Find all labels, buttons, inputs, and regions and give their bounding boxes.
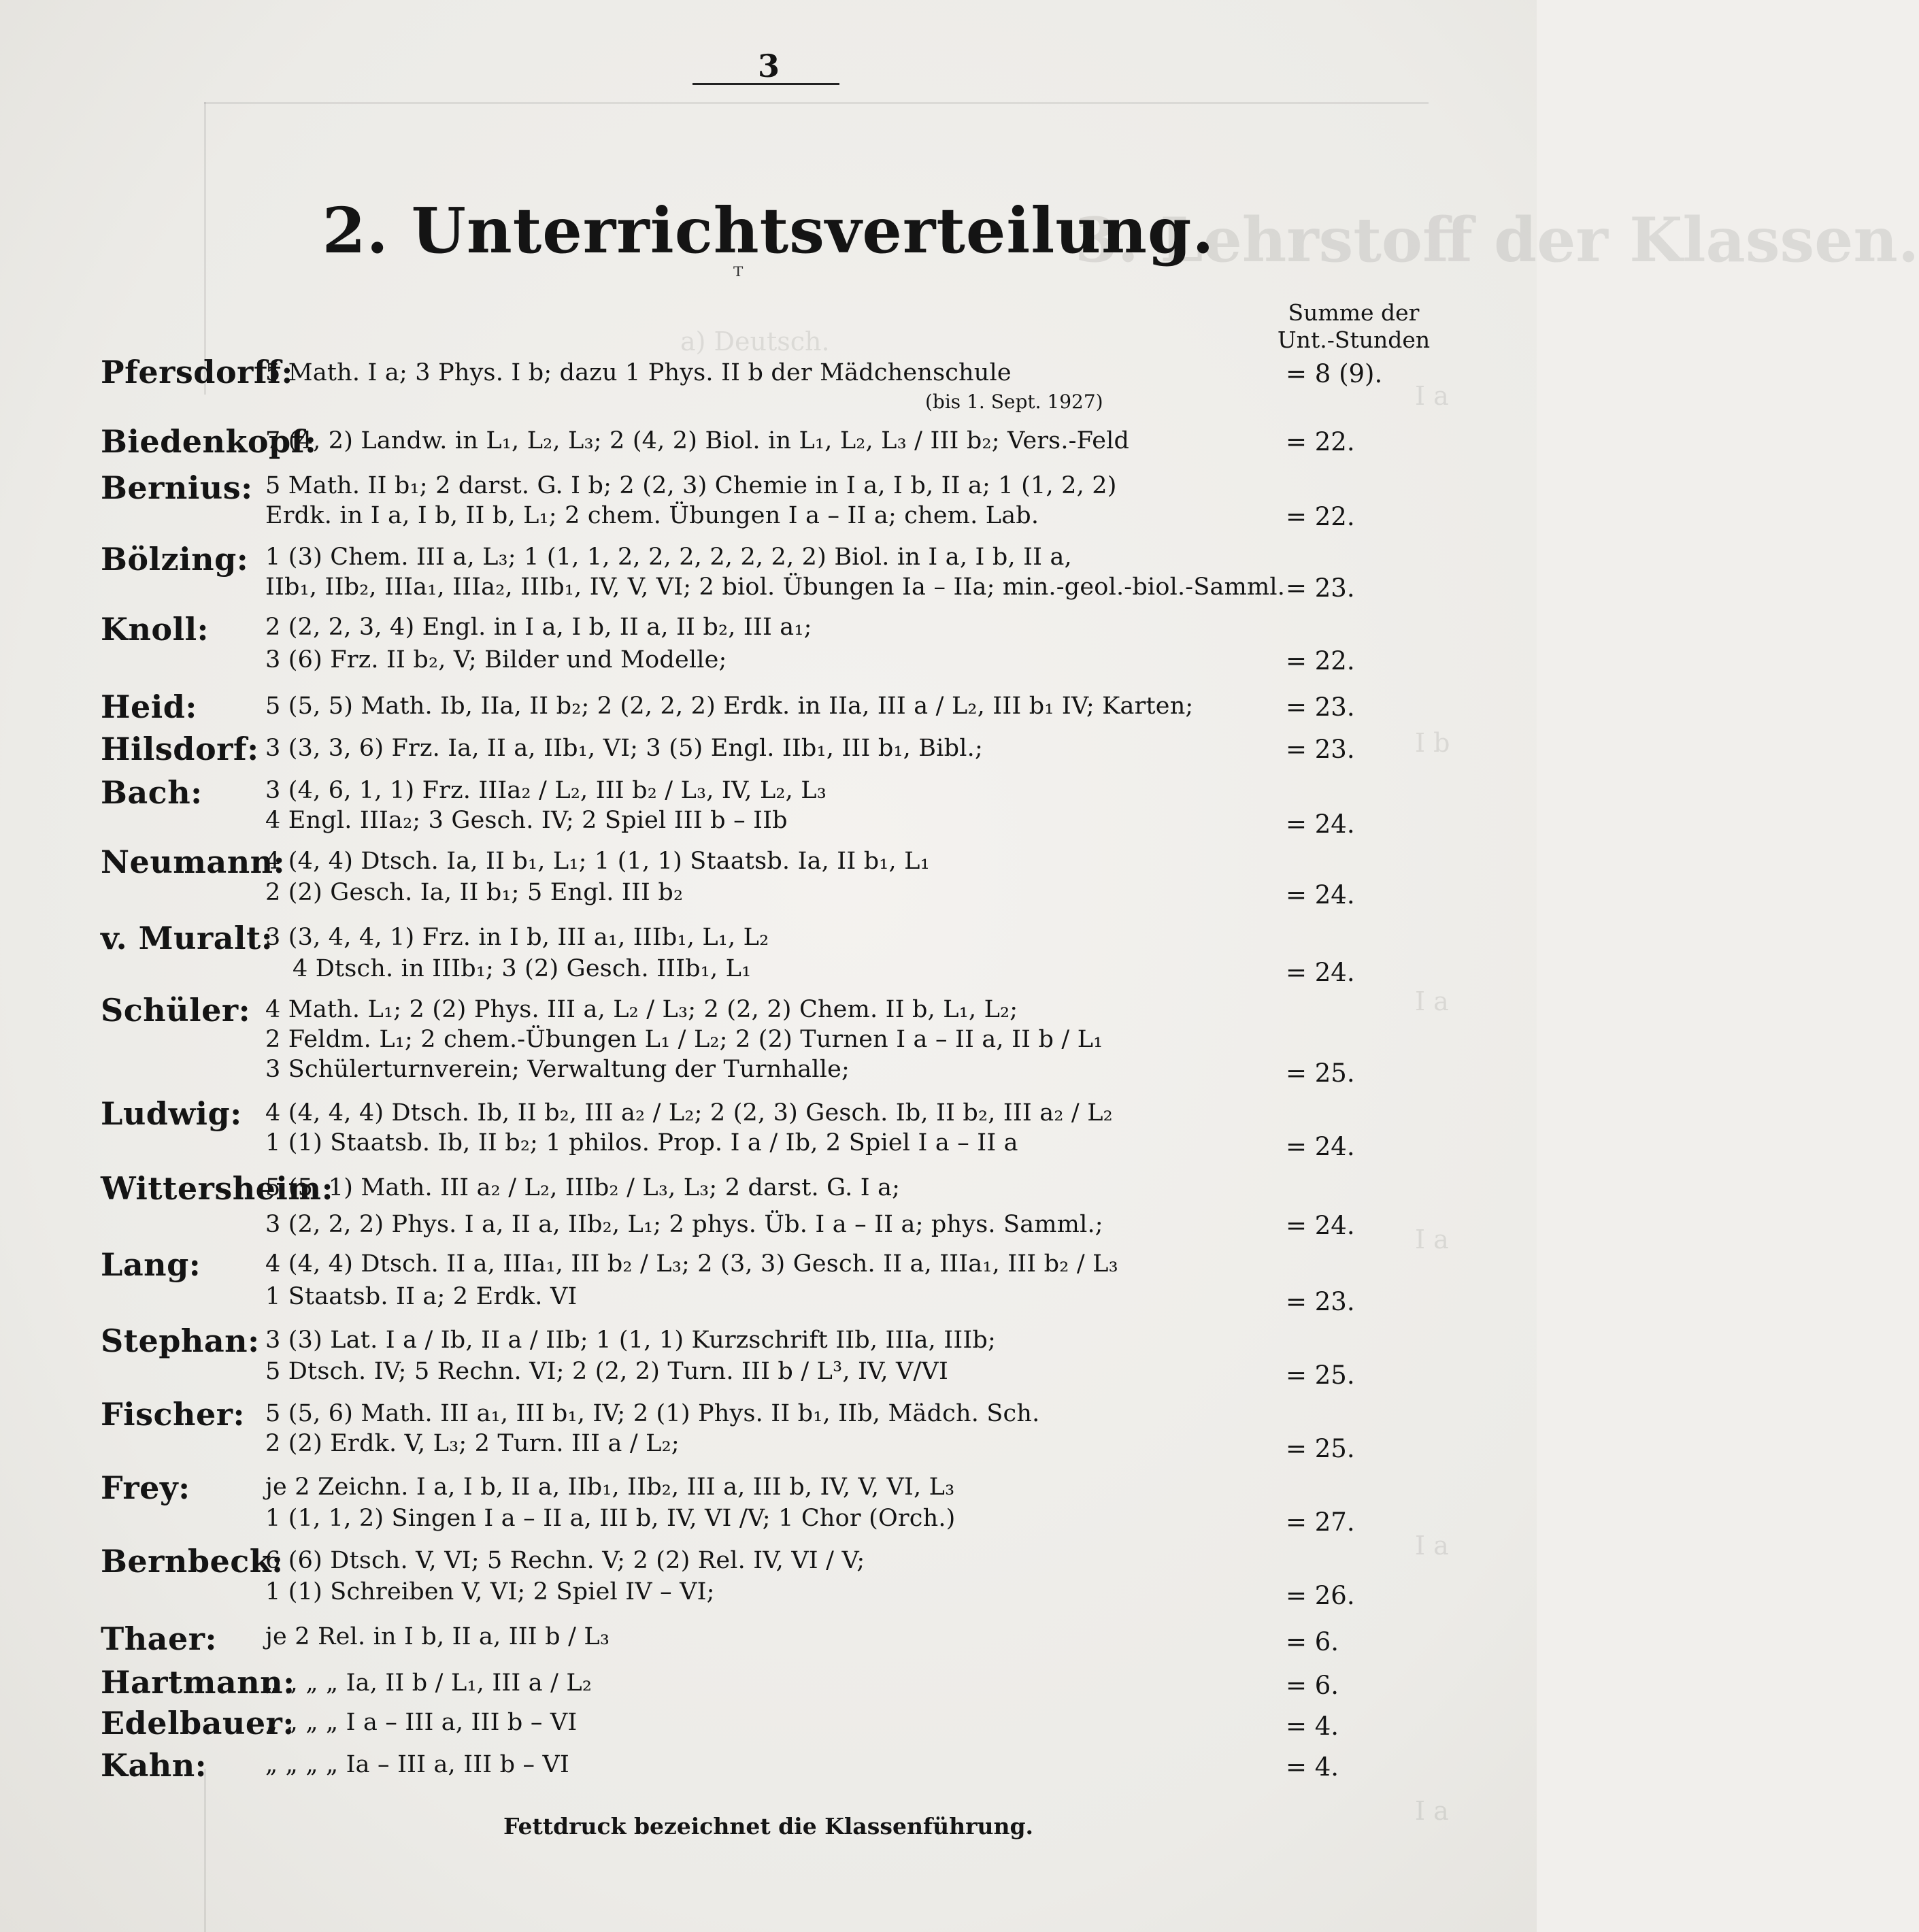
page-number-rule: [692, 83, 839, 85]
assignment-line: 2 (2) Erdk. V, L₃; 2 Turn. III a / L₂;: [265, 1430, 680, 1457]
hours-total: = 24.: [1286, 958, 1355, 987]
teacher-name: Hilsdorf:: [101, 731, 259, 767]
assignment-line: 3 (3, 4, 4, 1) Frz. in I b, III a₁, IIIb₁, L₁, L₂: [265, 924, 769, 951]
teacher-name: Frey:: [101, 1469, 190, 1506]
assignment-line: 1 (3) Chem. III a, L₃; 1 (1, 1, 2, 2, 2, 2, 2, 2, 2) Biol. in I a, I b, II a,: [265, 544, 1072, 571]
assignment-line: „ „ „ „ I a – III a, III b – VI: [265, 1709, 578, 1736]
assignment-line: 3 (4, 6, 1, 1) Frz. IIIa₂ / L₂, III b₂ / L₃, IV, L₂, L₃: [265, 777, 827, 804]
title-ornament: ᵀ: [733, 263, 744, 290]
assignment-line: „ „ „ „ Ia – III a, III b – VI: [265, 1751, 570, 1778]
assignment-line: 5 Math. I a; 3 Phys. I b; dazu 1 Phys. II b der Mädchenschule: [265, 359, 1012, 386]
assignment-line: je 2 Zeichn. I a, I b, II a, IIb₁, IIb₂, III a, III b, IV, V, VI, L₃: [265, 1473, 955, 1501]
column-heading-line: Unt.-Stunden: [1277, 327, 1431, 353]
hours-total: = 23.: [1286, 1287, 1355, 1316]
teacher-name: Fischer:: [101, 1396, 245, 1433]
teacher-name: Thaer:: [101, 1620, 217, 1657]
teacher-name: Kahn:: [101, 1747, 207, 1784]
teacher-name: Schüler:: [101, 992, 251, 1029]
teacher-name: Knoll:: [101, 611, 210, 648]
column-heading: [1272, 299, 1435, 354]
page-number: 3: [757, 48, 780, 84]
assignment-line: 7 (4, 2) Landw. in L₁, L₂, L₃; 2 (4, 2) Biol. in L₁, L₂, L₃ / III b₂; Vers.-Feld: [265, 427, 1130, 454]
section-title: 2. Unterrichtsverteilung.: [322, 194, 1215, 267]
hours-total: = 24.: [1286, 880, 1355, 910]
assignment-line: 1 (1, 1, 2) Singen I a – II a, III b, IV, VI /V; 1 Chor (Orch.): [265, 1505, 956, 1532]
teacher-name: Bernbeck:: [101, 1543, 284, 1580]
hours-total: = 26.: [1286, 1581, 1355, 1610]
assignment-line: „ „ „ „ Ia, II b / L₁, III a / L₂: [265, 1669, 593, 1697]
assignment-line: 4 Engl. IIIa₂; 3 Gesch. IV; 2 Spiel III b – IIb: [265, 807, 788, 834]
teacher-name: Bernius:: [101, 469, 253, 506]
bleed-through-text: I b: [1415, 728, 1450, 758]
assignment-line: 3 Schülerturnverein; Verwaltung der Turnhalle;: [265, 1056, 850, 1083]
teacher-name: Hartmann:: [101, 1664, 295, 1701]
assignment-line: 2 (2, 2, 3, 4) Engl. in I a, I b, II a, II b₂, III a₁;: [265, 614, 812, 641]
assignment-line: 5 (5, 6) Math. III a₁, III b₁, IV; 2 (1) Phys. II b₁, IIb, Mädch. Sch.: [265, 1400, 1040, 1427]
teacher-name: Ludwig:: [101, 1095, 242, 1132]
hours-total: = 25.: [1286, 1361, 1355, 1390]
hours-total: = 24.: [1286, 810, 1355, 839]
teacher-name: Neumann:: [101, 844, 286, 880]
bleed-through-text: I a: [1415, 381, 1449, 411]
assignment-line: 2 Feldm. L₁; 2 chem.-Übungen L₁ / L₂; 2 (2) Turnen I a – II a, II b / L₁: [265, 1026, 1103, 1053]
teacher-name: Wittersheim:: [101, 1170, 334, 1207]
assignment-line: Erdk. in I a, I b, II b, L₁; 2 chem. Übungen I a – II a; chem. Lab.: [265, 502, 1039, 529]
assignment-line: 1 (1) Staatsb. Ib, II b₂; 1 philos. Prop. I a / Ib, 2 Spiel I a – II a: [265, 1129, 1018, 1156]
assignment-line: 3 (3) Lat. I a / Ib, II a / IIb; 1 (1, 1) Kurzschrift IIb, IIIa, IIIb;: [265, 1327, 996, 1354]
hours-total: = 6.: [1286, 1627, 1339, 1656]
assignment-line: 4 (4, 4) Dtsch. II a, IIIa₁, III b₂ / L₃; 2 (3, 3) Gesch. II a, IIIa₁, III b₂ / L₃: [265, 1250, 1118, 1278]
hours-total: = 22.: [1286, 427, 1355, 456]
footnote: Fettdruck bezeichnet die Klassenführung.: [503, 1813, 1034, 1839]
hours-total: = 25.: [1286, 1434, 1355, 1463]
teacher-name: Bölzing:: [101, 541, 249, 578]
bleed-through-text: I a: [1415, 986, 1449, 1016]
assignment-line: je 2 Rel. in I b, II a, III b / L₃: [265, 1623, 610, 1650]
teacher-name: Lang:: [101, 1246, 201, 1283]
assignment-line: 2 (2) Gesch. Ia, II b₁; 5 Engl. III b₂: [265, 879, 684, 906]
assignment-line: 5 (5, 5) Math. Ib, IIa, II b₂; 2 (2, 2, 2) Erdk. in IIa, III a / L₂, III b₁ IV; Karten;: [265, 693, 1194, 720]
teacher-name: Heid:: [101, 688, 197, 725]
bleed-through-text: I a: [1415, 1225, 1449, 1254]
hours-total: = 22.: [1286, 502, 1355, 531]
hours-total: = 4.: [1286, 1752, 1339, 1782]
hours-total: = 8 (9).: [1286, 359, 1383, 388]
assignment-line: 4 Dtsch. in IIIb₁; 3 (2) Gesch. IIIb₁, L₁: [293, 955, 752, 982]
teacher-name: Pfersdorff:: [101, 354, 293, 390]
hours-total: = 25.: [1286, 1059, 1355, 1088]
teacher-name: Stephan:: [101, 1322, 260, 1359]
assignment-line: 3 (6) Frz. II b₂, V; Bilder und Modelle;: [265, 646, 727, 673]
assignment-line: 5 (5, 1) Math. III a₂ / L₂, IIIb₂ / L₃, L₃; 2 darst. G. I a;: [265, 1174, 901, 1201]
assignment-line: 5 Dtsch. IV; 5 Rechn. VI; 2 (2, 2) Turn. III b / L³, IV, V/VI: [265, 1358, 948, 1385]
assignment-line: IIb₁, IIb₂, IIIa₁, IIIa₂, IIIb₁, IV, V, VI; 2 biol. Übungen Ia – IIa; min.-geol.-biol.-Samml.: [265, 573, 1286, 601]
bleed-through-text: I a: [1415, 1531, 1449, 1561]
bleed-through-heading: 3. Lehrstoff der Klassen.: [1075, 204, 1919, 276]
assignment-line: 3 (2, 2, 2) Phys. I a, II a, IIb₂, L₁; 2 phys. Üb. I a – II a; phys. Samml.;: [265, 1211, 1103, 1238]
hours-total: = 23.: [1286, 693, 1355, 722]
assignment-line: 4 (4, 4, 4) Dtsch. Ib, II b₂, III a₂ / L₂; 2 (2, 3) Gesch. Ib, II b₂, III a₂ / L₂: [265, 1099, 1113, 1127]
hours-total: = 24.: [1286, 1132, 1355, 1161]
assignment-line: 1 Staatsb. II a; 2 Erdk. VI: [265, 1283, 578, 1310]
assignment-line: 4 (4, 4) Dtsch. Ia, II b₁, L₁; 1 (1, 1) Staatsb. Ia, II b₁, L₁: [265, 848, 930, 875]
hours-total: = 27.: [1286, 1508, 1355, 1537]
hours-total: = 4.: [1286, 1712, 1339, 1741]
teacher-name: Biedenkopf:: [101, 423, 317, 460]
hours-total: = 22.: [1286, 646, 1355, 676]
teacher-name: Bach:: [101, 774, 203, 811]
teacher-name: v. Muralt:: [101, 920, 273, 956]
assignment-line: 4 Math. L₁; 2 (2) Phys. III a, L₂ / L₃; 2 (2, 2) Chem. II b, L₁, L₂;: [265, 996, 1018, 1023]
bleed-through-text: a) Deutsch.: [680, 327, 830, 356]
hours-total: = 6.: [1286, 1671, 1339, 1700]
column-heading-line: Summe der: [1288, 299, 1420, 326]
assignment-line: 5 Math. II b₁; 2 darst. G. I b; 2 (2, 3) Chemie in I a, I b, II a; 1 (1, 2, 2): [265, 472, 1117, 499]
assignment-line: 6 (6) Dtsch. V, VI; 5 Rechn. V; 2 (2) Rel. IV, VI / V;: [265, 1547, 865, 1574]
assignment-line: 3 (3, 3, 6) Frz. Ia, II a, IIb₁, VI; 3 (5) Engl. IIb₁, III b₁, Bibl.;: [265, 735, 983, 762]
hours-total: = 23.: [1286, 573, 1355, 603]
assignment-note: (bis 1. Sept. 1927): [925, 390, 1103, 413]
hours-total: = 23.: [1286, 735, 1355, 764]
bleed-through-text: I a: [1415, 1796, 1449, 1826]
assignment-line: 1 (1) Schreiben V, VI; 2 Spiel IV – VI;: [265, 1578, 715, 1605]
bleed-through-rule: [204, 102, 1429, 104]
bleed-through-rule: [204, 1769, 206, 1932]
hours-total: = 24.: [1286, 1211, 1355, 1240]
teacher-name: Edelbauer:: [101, 1705, 295, 1742]
